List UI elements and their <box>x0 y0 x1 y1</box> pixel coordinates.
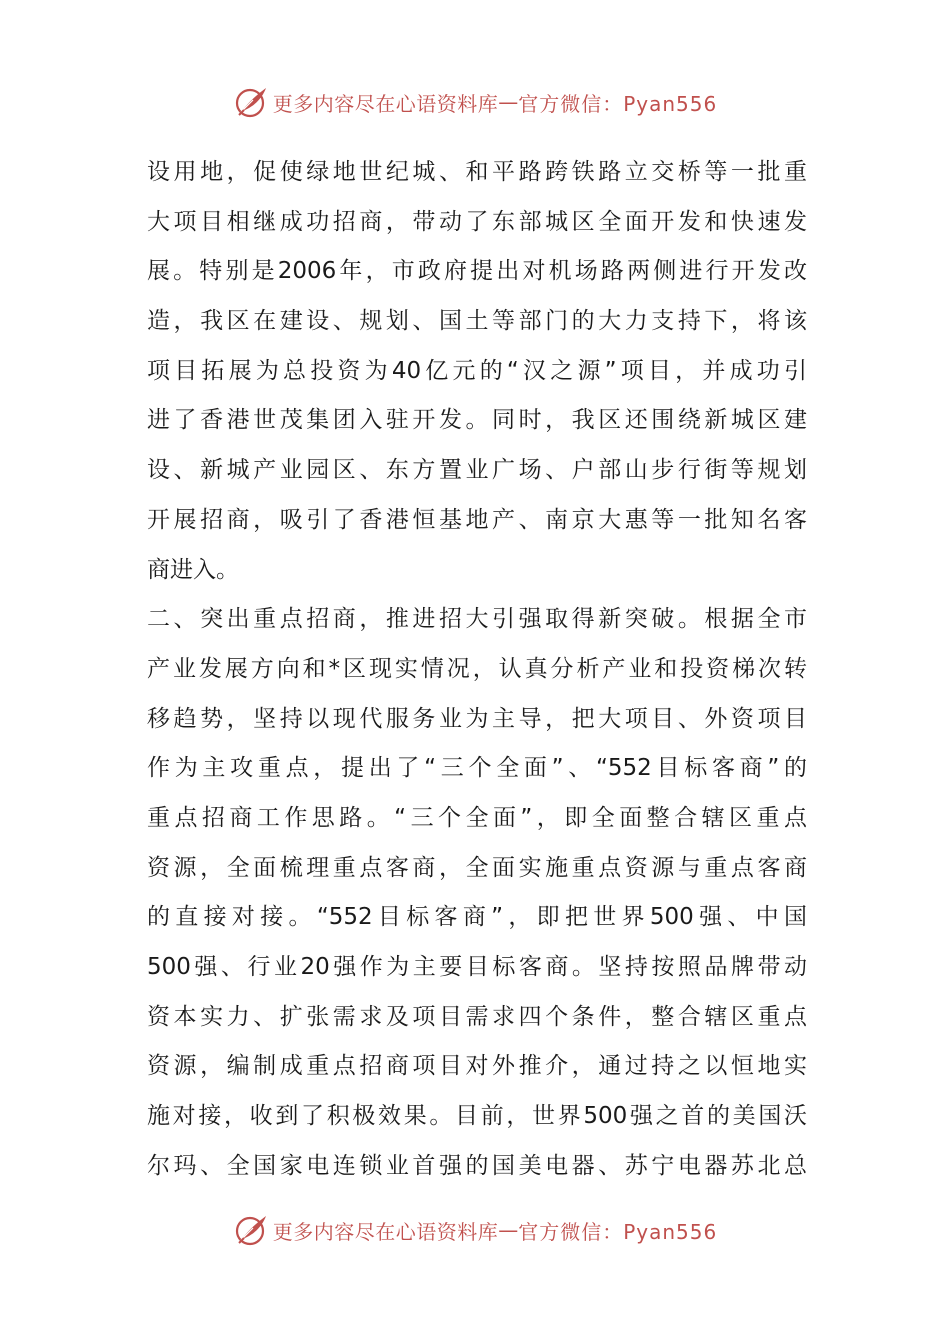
text-line: 移趋势，坚持以现代服务业为主导，把大项目、外资项目 <box>147 705 807 732</box>
text-line: 商进入。 <box>147 556 239 583</box>
text-line: 产业发展方向和*区现实情况，认真分析产业和投资梯次转 <box>147 655 807 682</box>
text-line: 500强、行业20强作为主要目标客商。坚持按照品牌带动 <box>147 954 807 980</box>
text-line: 大项目相继成功招商，带动了东部城区全面开发和快速发 <box>147 208 807 235</box>
text-line: 重点招商工作思路。“三个全面”，即全面整合辖区重点 <box>147 804 807 831</box>
header-watermark <box>0 84 950 120</box>
paragraph-continued <box>147 148 807 595</box>
watermark-dash: — <box>498 1218 519 1242</box>
footer-watermark <box>0 1212 950 1248</box>
feather-pen-logo-icon <box>233 1212 269 1248</box>
text-line: 尔玛、全国家电连锁业首强的国美电器、苏宁电器苏北总 <box>147 1152 807 1179</box>
text-line: 开展招商，吸引了香港恒基地产、南京大惠等一批知名客 <box>147 506 807 533</box>
paragraph-section-two <box>147 595 807 1191</box>
text-line: 资源，编制成重点招商项目对外推介，通过持之以恒地实 <box>147 1053 807 1080</box>
watermark-dash: — <box>498 90 519 114</box>
watermark-main-text: 更多内容尽在心语资料库 <box>272 91 499 116</box>
text-line: 施对接，收到了积极效果。目前，世界500强之首的美国沃 <box>147 1103 807 1130</box>
document-body <box>147 148 807 1191</box>
text-line: 造，我区在建设、规划、国土等部门的大力支持下，将该 <box>147 308 807 335</box>
feather-pen-logo-icon <box>233 84 269 120</box>
text-line: 二、突出重点招商，推进招大引强取得新突破。根据全市 <box>147 606 807 633</box>
text-line: 项目拓展为总投资为40亿元的“汉之源”项目，并成功引 <box>147 357 807 384</box>
text-line: 作为主攻重点，提出了“三个全面”、“552目标客商”的 <box>147 755 807 782</box>
text-line: 展。特别是2006年，市政府提出对机场路两侧进行开发改 <box>147 258 807 285</box>
watermark-main-text: 更多内容尽在心语资料库 <box>272 1219 499 1244</box>
text-line: 资源，全面梳理重点客商，全面实施重点资源与重点客商 <box>147 854 807 881</box>
watermark-contact-text: 官方微信：Pyan556 <box>518 91 718 116</box>
text-line: 进了香港世茂集团入驻开发。同时，我区还围绕新城区建 <box>147 407 807 434</box>
watermark-contact-text: 官方微信：Pyan556 <box>518 1219 718 1244</box>
text-line: 的直接对接。“552目标客商”，即把世界500强、中国 <box>147 904 807 931</box>
text-line: 设用地，促使绿地世纪城、和平路跨铁路立交桥等一批重 <box>147 159 807 185</box>
text-line: 资本实力、扩张需求及项目需求四个条件，整合辖区重点 <box>147 1003 807 1030</box>
text-line: 设、新城产业园区、东方置业广场、户部山步行街等规划 <box>147 457 807 484</box>
